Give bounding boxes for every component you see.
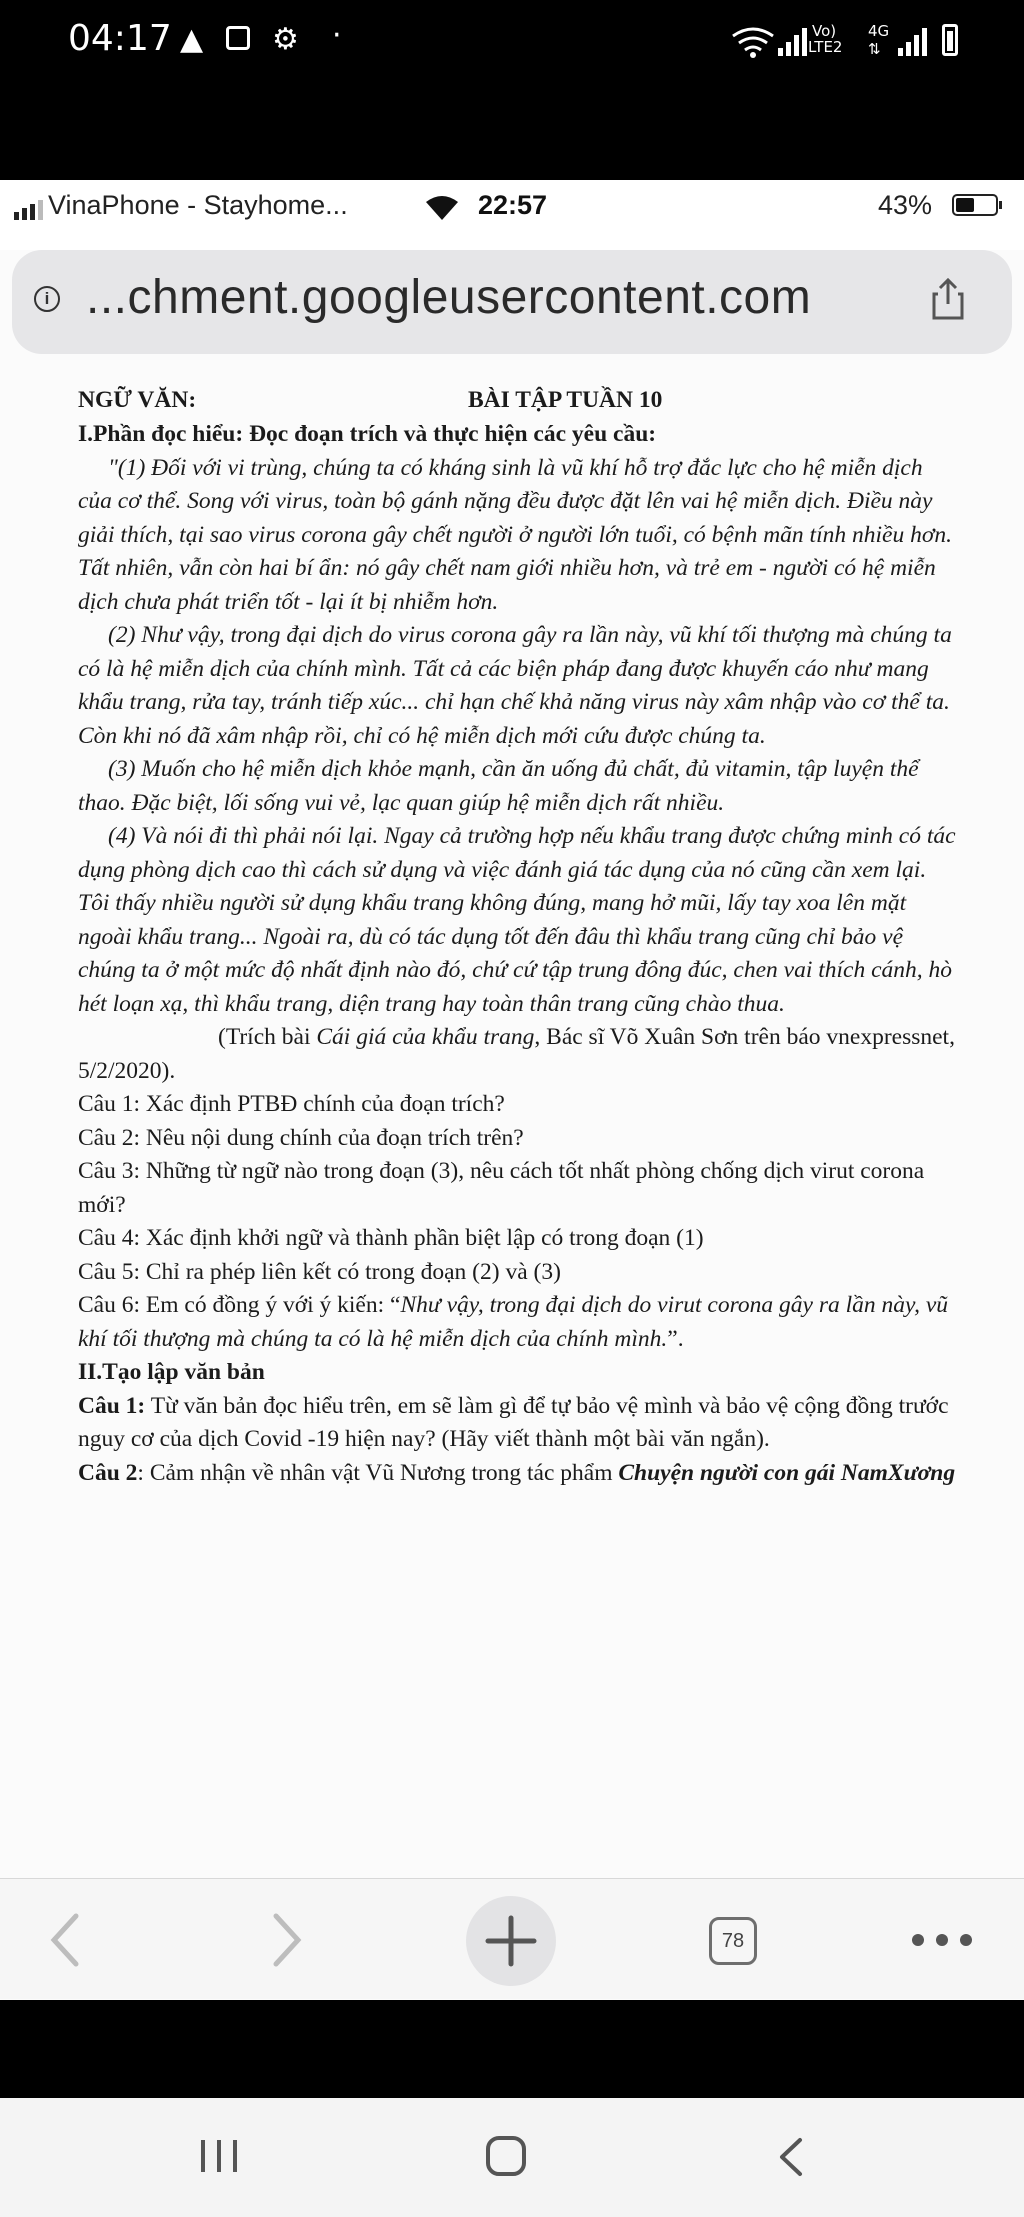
- document-header: [78, 384, 958, 418]
- data-arrows-icon: ⇅: [868, 40, 881, 58]
- warning-icon: ▲: [180, 22, 204, 57]
- ios-wifi-icon: [422, 192, 462, 222]
- plus-icon: [466, 1896, 556, 1986]
- signal-bars-icon: [776, 24, 810, 58]
- question-6: Câu 6: Em có đồng ý với ý kiến: “Như vậy, trong đại dịch do virut corona gây ra lần này, vũ khí tối thượng mà chúng ta có là hệ miễn dịch của chính mình.”.: [78, 1292, 949, 1352]
- android-status-bar: [0, 0, 1024, 180]
- lte2-label: LTE2: [808, 38, 843, 56]
- tabs-count-button[interactable]: 78: [709, 1917, 757, 1965]
- ios-battery-icon: [952, 194, 998, 216]
- part2-question-1: Câu 1: Từ văn bản đọc hiểu trên, em sẽ làm gì để tự bảo vệ mình và bảo vệ cộng đồng trước nguy cơ của dịch Covid -19 hiện nay? (Hãy viết thành một bài văn ngắn).: [78, 1392, 949, 1452]
- battery-icon: [942, 24, 958, 56]
- back-nav-icon[interactable]: [776, 2136, 806, 2178]
- paragraph-4: (4) Và nói đi thì phải nói lại. Ngay cả trường hợp nếu khẩu trang được chứng minh có tác dụng phòng dịch cao thì cách sử dụng và việc đánh giá tác dụng của nó cũng cần xem lại. Tôi thấy nhiều người sử dụng khẩu trang không đúng, mang hở mũi, lấy tay xoa lên mặt ngoài khẩu trang... Ngoài ra, dù có tác dụng tốt đến đâu thì khẩu trang cũng chỉ bảo vệ chúng ta ở một mức độ nhất định nào đó, chứ cứ tập trung đông đúc, chen vai thích cánh, hò hét loạn xạ, thì khẩu trang, diện trang hay toàn thân trang cũng chào thua.: [78, 823, 956, 1017]
- dot-icon: ·: [332, 18, 342, 53]
- question-2: Câu 2: Nêu nội dung chính của đoạn trích trên?: [78, 1124, 524, 1151]
- paragraph-2: (2) Như vậy, trong đại dịch do virus corona gây ra lần này, vũ khí tối thượng mà chúng ta có là hệ miễn dịch của chính mình. Tất cả các biện pháp đang được khuyến cáo như mang khẩu trang, rửa tay, tránh tiếp xúc... chỉ hạn chế khả năng virus này xâm nhập vào cơ thể ta. Còn khi nó đã xâm nhập rồi, chỉ có hệ miễn dịch mới cứu được chúng ta.: [78, 622, 952, 749]
- part1-heading: I.Phần đọc hiểu: Đọc đoạn trích và thực hiện các yêu cầu:: [78, 421, 657, 447]
- 4g-label: 4G: [868, 22, 890, 40]
- screenshot-icon: [226, 26, 250, 50]
- ios-signal-icon: [14, 200, 48, 227]
- new-tab-button[interactable]: [466, 1896, 556, 1986]
- paragraph-1: "(1) Đối với vi trùng, chúng ta có kháng sinh là vũ khí hỗ trợ đắc lực cho hệ miễn dịch của cơ thể. Song với virus, toàn bộ gánh nặng đều được đặt lên vai hệ miễn dịch. Điều này giải thích, tại sao virus corona gây chết người ở người lớn tuổi, có bệnh mãn tính nhiều hơn. Tất nhiên, vẫn còn hai bí ẩn: nó gây chết nam giới nhiều hơn, và trẻ em - người có hệ miễn dịch chưa phát triển tốt - lại ít bị nhiễm hơn.: [78, 454, 952, 615]
- settings-gear-icon: ⚙: [272, 22, 299, 57]
- part2-heading: II.Tạo lập văn bản: [78, 1359, 265, 1385]
- back-arrow-icon[interactable]: [44, 1910, 84, 1970]
- exercise-document: [78, 384, 958, 1490]
- ios-clock: 22:57: [478, 190, 548, 220]
- home-button[interactable]: [486, 2136, 526, 2176]
- question-4: Câu 4: Xác định khởi ngữ và thành phần biệt lập có trong đoạn (1): [78, 1225, 704, 1251]
- subject-label: NGỮ VĂN:: [78, 387, 197, 413]
- info-icon[interactable]: i: [34, 286, 60, 312]
- ios-battery-percent: 43%: [878, 190, 933, 220]
- document-title: BÀI TẬP TUẦN 10: [468, 387, 663, 413]
- wifi-icon: [728, 24, 778, 60]
- more-options-icon[interactable]: [906, 1928, 978, 1952]
- share-icon[interactable]: [930, 276, 966, 322]
- question-1: Câu 1: Xác định PTBĐ chính của đoạn trích?: [78, 1091, 505, 1117]
- question-5: Câu 5: Chỉ ra phép liên kết có trong đoạn (2) và (3): [78, 1258, 561, 1285]
- recent-apps-icon[interactable]: [198, 2136, 240, 2176]
- signal-bars-2-icon: [896, 24, 930, 58]
- source-citation: (Trích bài Cái giá của khẩu trang, Bác sĩ Võ Xuân Sơn trên báo vnexpressnet, 5/2/2020).: [78, 1024, 955, 1084]
- android-clock: 04:17: [68, 18, 172, 59]
- question-3: Câu 3: Những từ ngữ nào trong đoạn (3), nêu cách tốt nhất phòng chống dịch virut corona mới?: [78, 1158, 925, 1218]
- forward-arrow-icon[interactable]: [268, 1910, 308, 1970]
- paragraph-3: (3) Muốn cho hệ miễn dịch khỏe mạnh, cần ăn uống đủ chất, đủ vitamin, tập luyện thể thao. Đặc biệt, lối sống vui vẻ, lạc quan giúp hệ miễn dịch rất nhiều.: [78, 756, 919, 816]
- url-text[interactable]: ...chment.googleusercontent.com: [86, 271, 812, 324]
- ios-carrier: VinaPhone - Stayhome...: [48, 190, 348, 220]
- part2-question-2: Câu 2: Cảm nhận về nhân vật Vũ Nương trong tác phẩm Chuyện người con gái NamXương: [78, 1459, 956, 1486]
- volte-label: Vo): [812, 22, 837, 40]
